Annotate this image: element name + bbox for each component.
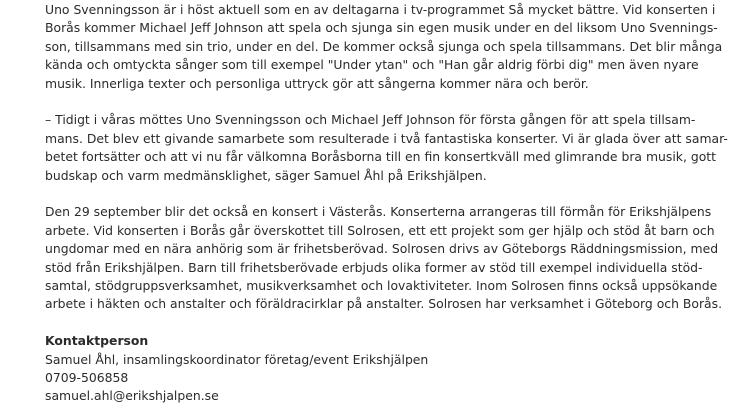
contact-email: samuel.ahl@erikshjalpen.se [45, 388, 219, 404]
text-line: musik. Innerliga texter och personliga uttryck gör att sångerna kommer nära och berör. [45, 75, 589, 91]
text-line: arbete i häkten och anstalter och föräldracirklar på anstalter. Solrosen har verksamhet i Göteborg och Borås. [45, 296, 723, 312]
text-line: Uno Svenningsson är i höst aktuell som en av deltagarna i tv-programmet Så mycket bättre. Vid konserten i [45, 2, 716, 17]
text-line: kända och omtyckta sånger som till exempel "Under ytan" och "Han går aldrig förbi dig" men även nyare [45, 57, 699, 73]
text-line: samtal, stödgruppsverksamhet, musikverksamhet och lovaktiviteter. Inom Solrosen finns också uppsökande [45, 278, 718, 294]
text-line: Den 29 september blir det också en konsert i Västerås. Konserterna arrangeras till förmån för Erikshjälpens [45, 204, 712, 220]
text-line: – Tidigt i våras möttes Uno Svenningsson och Michael Jeff Johnson för första gången för att spela tillsam- [45, 112, 696, 128]
contact-name-role: Samuel Åhl, insamlingskoordinator företag/event Erikshjälpen [45, 351, 429, 367]
paragraph-concert-intro [45, 1, 723, 93]
contact-heading: Kontaktperson [45, 333, 149, 349]
text-line: son, tillsammans med sin trio, under en del. De kommer också sjunga och spela tillsammans. Det blir många [45, 38, 723, 54]
paragraph-quote [45, 111, 728, 185]
contact-phone: 0709-506858 [45, 370, 129, 386]
text-line: betet fortsätter och att vi nu får välkomna Boråsborna till en fin konsertkväll med glimrande bra musik, gott [45, 149, 716, 165]
text-line: stöd från Erikshjälpen. Barn till frihetsberövade erbjuds olika former av stöd till exempel individuella stöd- [45, 259, 703, 275]
text-line: Borås kommer Michael Jeff Johnson att spela och sjunga sin egen musik under en del liksom Uno Svennings- [45, 20, 718, 36]
text-line: mans. Det blev ett givande samarbete som resulterade i två fantastiska konserter. Vi är glada över att samar- [45, 130, 728, 146]
text-line: ungdomar med en nära anhörig som är frihetsberövad. Solrosen drivs av Göteborgs Räddningsmission, med [45, 241, 719, 257]
contact-block [45, 332, 705, 406]
paragraph-solrosen [45, 203, 723, 313]
text-line: arbete. Vid konserten i Borås går överskottet till Solrosen, ett ett projekt som ger hjälp och stöd åt barn och [45, 222, 715, 238]
text-line: budskap och varm medmänsklighet, säger Samuel Åhl på Erikshjälpen. [45, 167, 487, 183]
press-release-body [45, 1, 728, 406]
